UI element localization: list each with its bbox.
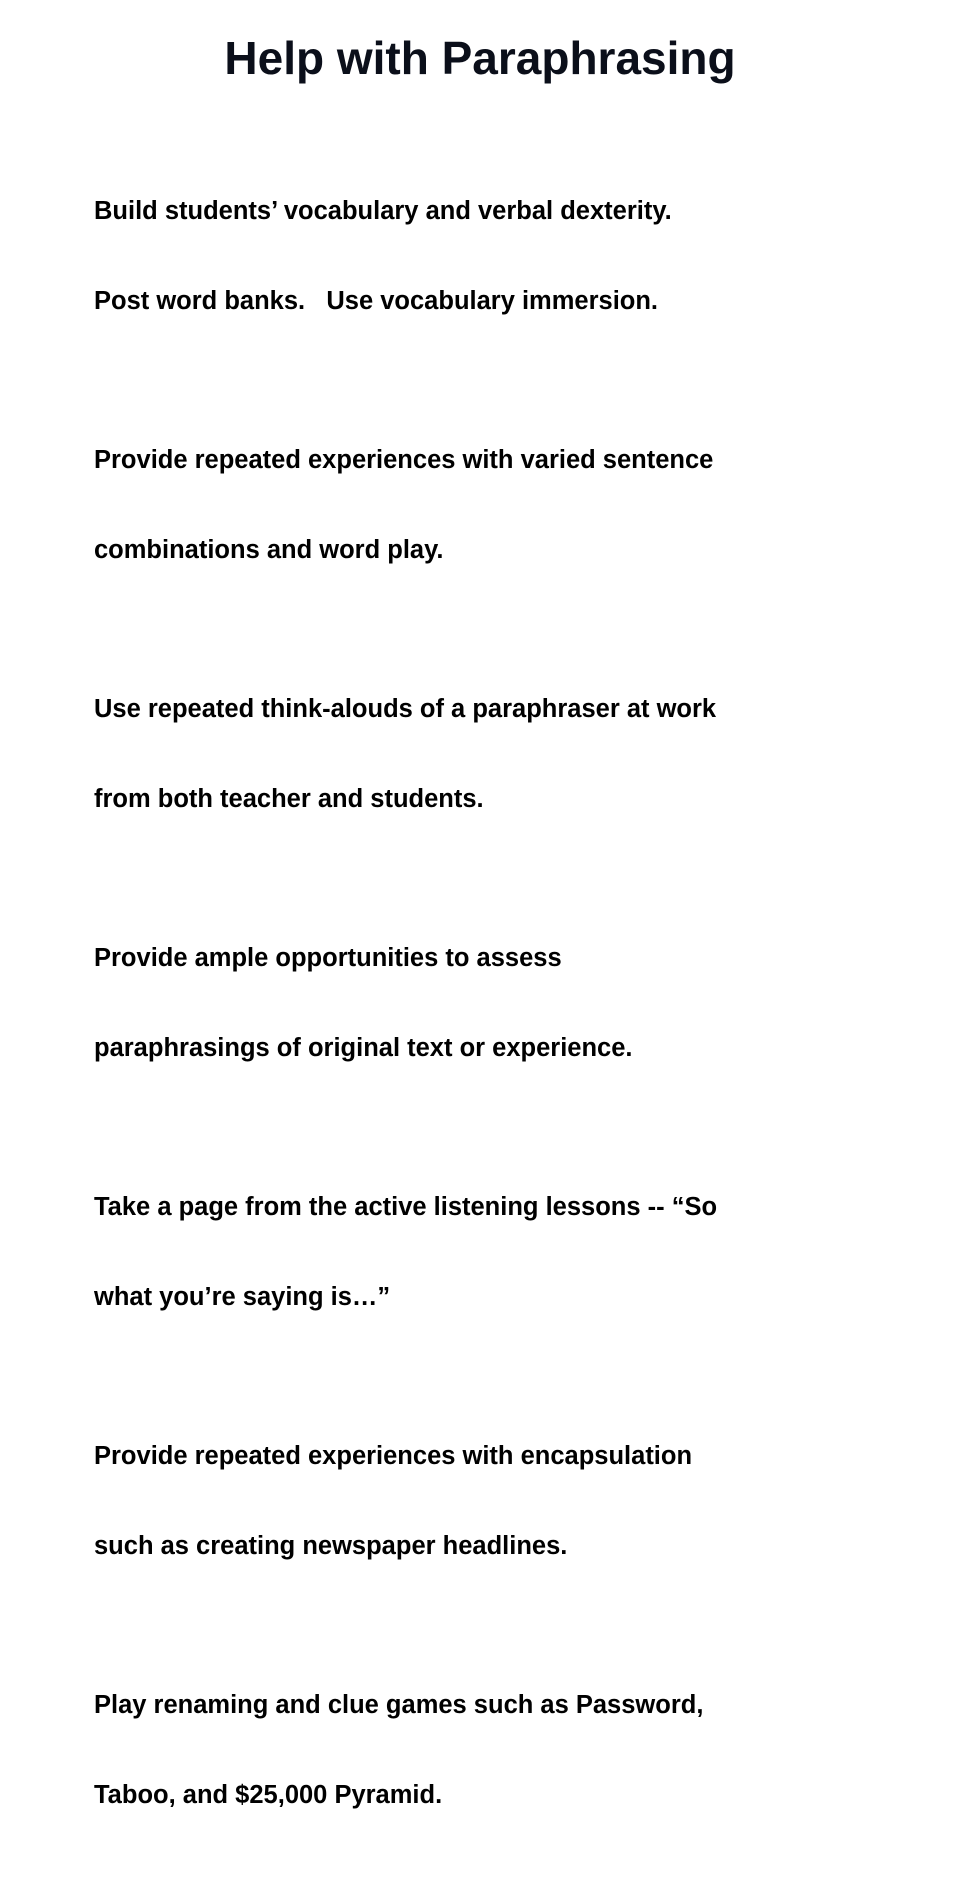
bullet-list — [94, 136, 894, 1879]
bullet-line: Use repeated think-alouds of a paraphraser at work — [94, 695, 717, 723]
bullet-line: Play renaming and clue games such as Password, — [94, 1691, 704, 1719]
bullet-item — [94, 634, 894, 874]
bullet-item — [94, 1132, 894, 1372]
bullet-line: such as creating newspaper headlines. — [94, 1532, 568, 1560]
bullet-item — [94, 883, 894, 1123]
bullet-item — [94, 385, 894, 625]
bullet-line: Taboo, and $25,000 Pyramid. — [94, 1781, 443, 1809]
bullet-line: Provide repeated experiences with encapsulation — [94, 1442, 693, 1470]
bullet-line: what you’re saying is…” — [94, 1283, 391, 1311]
bullet-line: combinations and word play. — [94, 536, 444, 564]
bullet-line: Take a page from the active listening lessons -- “So — [94, 1193, 718, 1221]
bullet-line: Provide repeated experiences with varied sentence — [94, 446, 714, 474]
bullet-item — [94, 1381, 894, 1621]
bullet-line: Build students’ vocabulary and verbal dexterity. — [94, 197, 672, 225]
bullet-line: Post word banks. Use vocabulary immersion. — [94, 287, 659, 315]
bullet-line: Provide ample opportunities to assess — [94, 944, 562, 972]
bullet-line: from both teacher and students. — [94, 785, 484, 813]
bullet-line: paraphrasings of original text or experience. — [94, 1034, 633, 1062]
bullet-item — [94, 136, 894, 376]
bullet-item — [94, 1630, 894, 1870]
slide-title: Help with Paraphrasing — [224, 32, 736, 84]
